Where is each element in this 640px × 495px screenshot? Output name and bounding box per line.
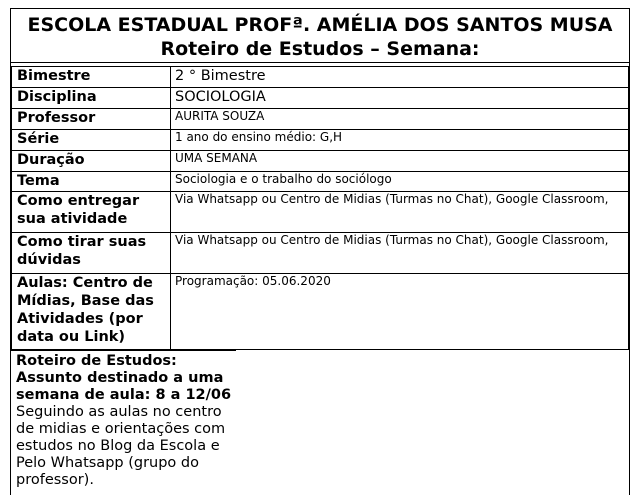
row-value-disciplina: SOCIOLOGIA	[171, 88, 629, 109]
row-label-tema: Tema	[12, 172, 171, 192]
row-value-professor: AURITA SOUZA	[171, 109, 629, 130]
school-name: ESCOLA ESTADUAL PROFª. AMÉLIA DOS SANTOS MUSA	[27, 14, 613, 36]
table-row	[12, 192, 629, 233]
table-row	[12, 172, 629, 192]
row-label-professor: Professor	[12, 109, 171, 130]
table-row	[12, 67, 629, 88]
row-value-tema: Sociologia e o trabalho do sociólogo	[171, 172, 629, 192]
study-title: Roteiro de Estudos:	[16, 353, 177, 369]
study-subject: Assunto destinado a uma semana de aula: 8 a 12/06	[16, 370, 232, 403]
row-label-aulas: Aulas: Centro de Mídias, Base das Atividades (por data ou Link)	[12, 274, 171, 350]
table-row	[12, 151, 629, 172]
row-label-disciplina: Disciplina	[12, 88, 171, 109]
table-row	[12, 233, 629, 274]
document-header	[11, 9, 629, 63]
row-value-aulas: Programação: 05.06.2020	[171, 274, 629, 350]
study-guide-document	[10, 8, 630, 495]
row-value-serie: 1 ano do ensino médio: G,H	[171, 130, 629, 151]
info-table	[11, 66, 629, 350]
row-value-duvidas: Via Whatsapp ou Centro de Midias (Turmas no Chat), Google Classroom,	[171, 233, 629, 274]
row-label-duvidas: Como tirar suas dúvidas	[12, 233, 171, 274]
row-value-entregar: Via Whatsapp ou Centro de Midias (Turmas no Chat), Google Classroom,	[171, 192, 629, 233]
row-value-bimestre: 2 ° Bimestre	[171, 67, 629, 88]
row-label-bimestre: Bimestre	[12, 67, 171, 88]
table-row	[12, 88, 629, 109]
study-text: Seguindo as aulas no centro de midias e orientações com estudos no Blog da Escola e Pelo Whatsapp (grupo do professor).	[16, 404, 226, 488]
document-subtitle: Roteiro de Estudos – Semana:	[160, 38, 480, 60]
row-label-serie: Série	[12, 130, 171, 151]
table-row	[12, 274, 629, 350]
study-section	[11, 350, 236, 489]
row-value-duracao: UMA SEMANA	[171, 151, 629, 172]
table-row	[12, 109, 629, 130]
row-label-duracao: Duração	[12, 151, 171, 172]
table-row	[12, 130, 629, 151]
row-label-entregar: Como entregar sua atividade	[12, 192, 171, 233]
